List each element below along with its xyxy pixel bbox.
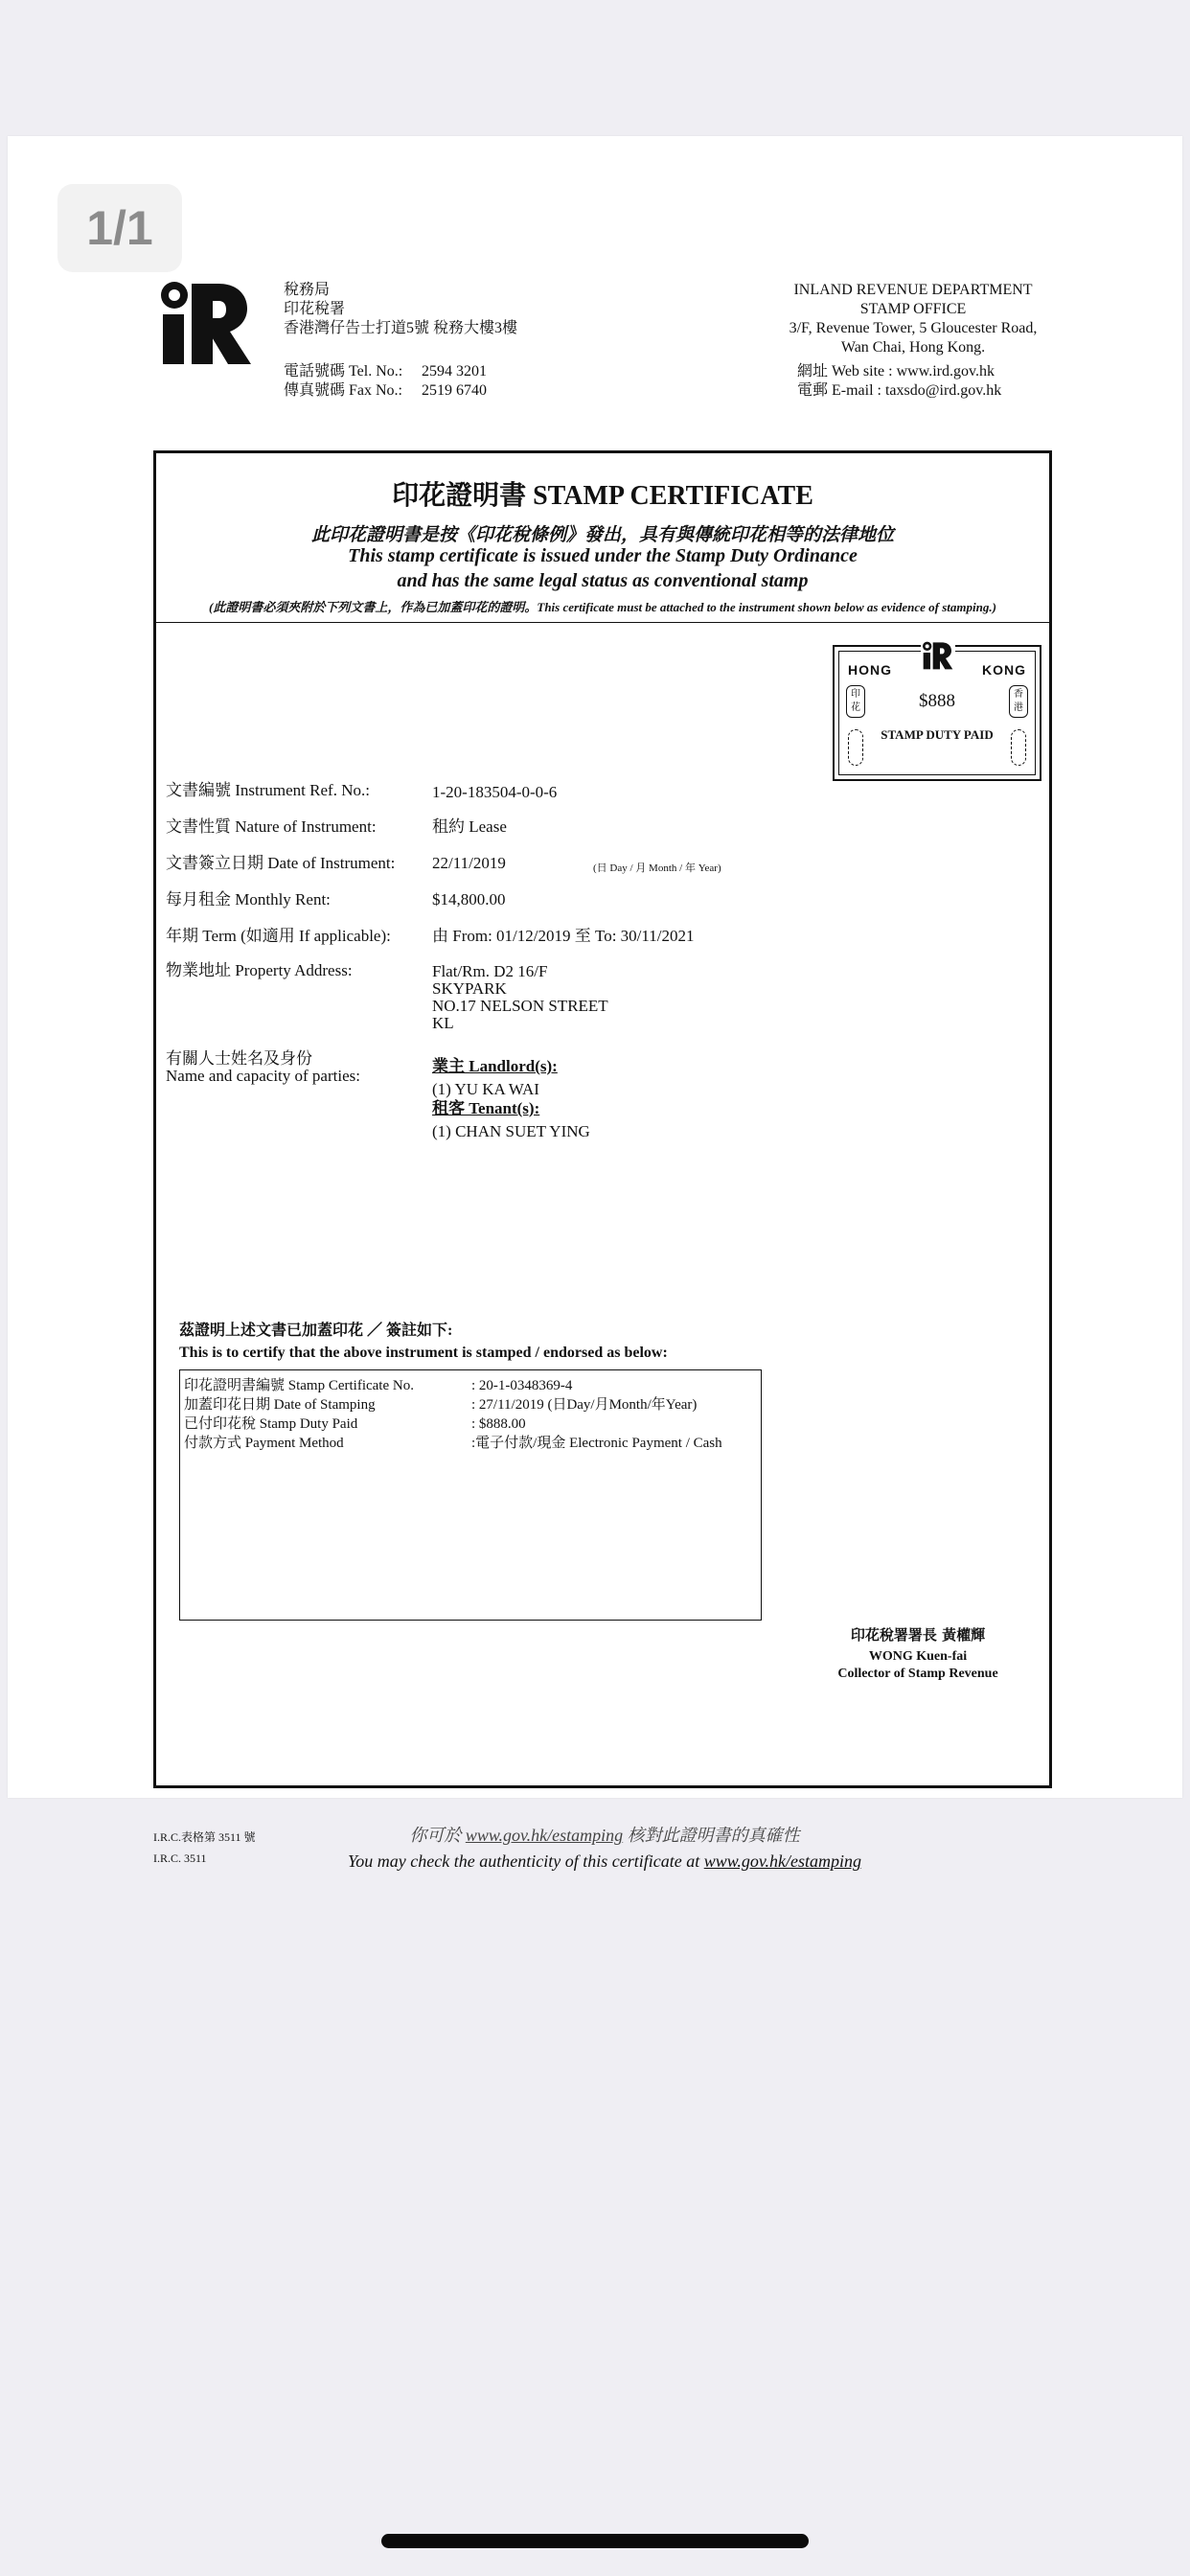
authenticity-note [312, 1823, 897, 1874]
ref-label: 文書編號 Instrument Ref. No.: [166, 781, 370, 799]
payment-value: : 20-1-0348369-4 [471, 1378, 573, 1393]
landlord-name: (1) YU KA WAI [432, 1080, 539, 1098]
divider [156, 622, 1049, 623]
payment-label: 付款方式 Payment Method [184, 1436, 344, 1451]
signer-name: WONG Kuen-fai [868, 1649, 968, 1664]
header-contact-numbers [284, 362, 487, 401]
estamping-link-en[interactable]: www.gov.hk/estamping [703, 1852, 862, 1871]
estamping-link-zh[interactable]: www.gov.hk/estamping [465, 1826, 624, 1845]
term-label: 年期 Term (如適用 If applicable): [166, 927, 391, 945]
fax-label: 傳真號碼 Fax No.: [284, 382, 403, 399]
parties-label-en: Name and capacity of parties: [166, 1067, 360, 1085]
page-indicator: 1/1 [57, 184, 182, 272]
check-en-pre: You may check the authenticity of this certificate at [347, 1852, 700, 1871]
payment-row [184, 1434, 722, 1453]
address-label: 物業地址 Property Address: [166, 961, 353, 979]
address-line: Flat/Rm. D2 16/F [432, 962, 548, 980]
stamp-duty-paid-label: STAMP DUTY PAID [881, 727, 994, 742]
nature-label: 文書性質 Nature of Instrument: [166, 817, 377, 836]
stamp-amount: $888 [919, 691, 955, 711]
header-en-address [755, 281, 1071, 357]
stamp-duty-paid-stamp [833, 645, 1041, 781]
form-number [153, 1827, 256, 1869]
header-zh-line: 香港灣仔告士打道5號 稅務大樓3樓 [284, 320, 518, 336]
address-line: NO.17 NELSON STREET [432, 997, 608, 1015]
ird-logo-small [921, 641, 955, 670]
certification-statement [179, 1320, 668, 1364]
payment-label: 加蓋印花日期 Date of Stamping [184, 1397, 376, 1413]
stamp-kong-text: KONG [982, 662, 1026, 678]
header-zh-line: 稅務局 [284, 282, 331, 298]
certify-en: This is to certify that the above instrument is stamped / endorsed as below: [179, 1345, 668, 1361]
certificate-subtitle-en-2: and has the same legal status as conventional stamp [397, 570, 809, 591]
header-en-line: Wan Chai, Hong Kong. [840, 339, 986, 356]
tenant-name: (1) CHAN SUET YING [432, 1122, 590, 1140]
ref-value: 1-20-183504-0-0-6 [432, 783, 558, 801]
date-value: 22/11/2019 [432, 854, 506, 872]
header-en-line: INLAND REVENUE DEPARTMENT [793, 282, 1033, 298]
ird-logo [159, 280, 255, 366]
nature-value: 租約 Lease [432, 817, 507, 836]
payment-details-box [179, 1369, 762, 1621]
payment-value: :電子付款/現金 Electronic Payment / Cash [471, 1436, 722, 1451]
website-text: 網址 Web site : www.ird.gov.hk [797, 363, 995, 380]
document-page [8, 136, 1182, 1871]
landlord-heading: 業主 Landlord(s): [432, 1057, 558, 1075]
rent-label: 每月租金 Monthly Rent: [166, 890, 331, 908]
address-line: KL [432, 1014, 454, 1032]
address-line: SKYPARK [432, 979, 507, 998]
payment-label: 印花證明書編號 Stamp Certificate No. [184, 1378, 414, 1393]
header-en-line: 3/F, Revenue Tower, 5 Gloucester Road, [789, 320, 1038, 336]
header-zh-address [284, 281, 517, 338]
form-number-zh: I.R.C.表格第 3511 號 [153, 1830, 256, 1844]
certify-zh: 茲證明上述文書已加蓋印花 ／ 簽註如下: [179, 1322, 453, 1339]
parties-label-zh: 有關人士姓名及身份 [166, 1049, 312, 1068]
term-value: 由 From: 01/12/2019 至 To: 30/11/2021 [432, 927, 695, 945]
header-en-line: STAMP OFFICE [859, 301, 967, 317]
check-zh-post: 核對此證明書的真確性 [627, 1826, 800, 1845]
tenant-heading: 租客 Tenant(s): [432, 1099, 540, 1117]
payment-row [184, 1414, 526, 1434]
rent-value: $14,800.00 [432, 890, 506, 908]
payment-row [184, 1395, 698, 1414]
certificate-subtitle-zh: 此印花證明書是按《印花稅條例》發出，具有與傳統印花相等的法律地位 [310, 525, 894, 545]
payment-value: : $888.00 [471, 1416, 526, 1432]
stamp-seal-right: 香港 [1009, 685, 1028, 718]
tel-value: 2594 3201 [422, 363, 487, 380]
payment-label: 已付印花稅 Stamp Duty Paid [184, 1416, 358, 1432]
date-label: 文書簽立日期 Date of Instrument: [166, 854, 396, 872]
payment-row [184, 1376, 573, 1395]
parties-value [432, 1057, 590, 1141]
tel-label: 電話號碼 Tel. No.: [284, 363, 403, 380]
stamp-hong-text: HONG [848, 662, 892, 678]
certificate-title: 印花證明書 STAMP CERTIFICATE [392, 481, 813, 511]
header-zh-line: 印花稅署 [284, 301, 346, 317]
email-text: 電郵 E-mail : taxsdo@ird.gov.hk [797, 382, 1002, 399]
form-number-en: I.R.C. 3511 [153, 1852, 207, 1865]
home-indicator[interactable] [381, 2534, 809, 2548]
certificate-notice: (此證明書必須夾附於下列文書上，作為已加蓋印花的證明。This certificate must be attached to the instrument shown below as evidence of stamping.) [209, 600, 996, 614]
certificate-subtitle-en-1: This stamp certificate is issued under the Stamp Duty Ordinance [348, 545, 858, 566]
header-web-contacts [797, 362, 1001, 401]
signer-title: Collector of Stamp Revenue [837, 1667, 998, 1681]
stamp-seal-left: 印花 [846, 685, 865, 718]
address-value [432, 963, 720, 1032]
check-zh-pre: 你可於 [409, 1826, 462, 1845]
stamp-certificate [153, 450, 1052, 1788]
fax-value: 2519 6740 [422, 382, 487, 399]
date-format-hint: (日 Day / 月 Month / 年 Year) [593, 862, 721, 874]
signer-zh: 印花稅署署長 黃權輝 [850, 1626, 986, 1644]
payment-value: : 27/11/2019 (日Day/月Month/年Year) [471, 1397, 698, 1413]
